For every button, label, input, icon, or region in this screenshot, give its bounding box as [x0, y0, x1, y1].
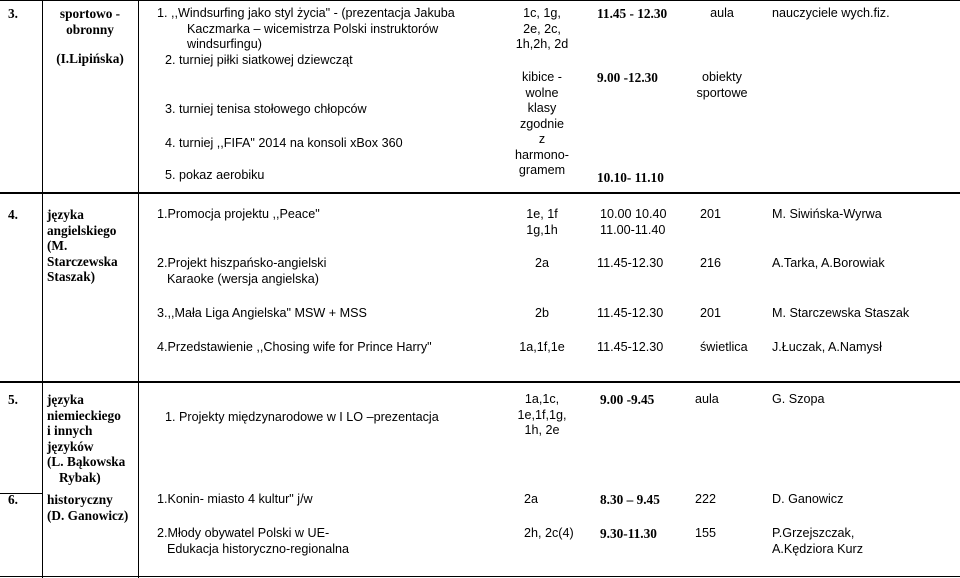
- activity-item: 3.,,Mała Liga Angielska" MSW + MSS: [157, 306, 367, 320]
- activity-item: 4. turniej ,,FIFA" 2014 na konsoli xBox 360: [165, 136, 403, 150]
- time-cell: 10.00 10.40 11.00-11.40: [600, 207, 667, 237]
- place-cell: 216: [700, 256, 722, 270]
- classes-cell: kibice - wolne klasy zgodnie z harmono- gramem: [515, 70, 569, 177]
- time-cell: 11.45 - 12.30: [597, 6, 668, 21]
- activity-item: 1. Projekty międzynarodowe w I LO –prezentacja: [165, 410, 439, 424]
- activity-item: 4.Przedstawienie ,,Chosing wife for Prince Harry": [157, 340, 432, 354]
- area-label: sportowo - obronny (I.Lipińska): [56, 6, 124, 66]
- time-cell: 8.30 – 9.45: [600, 492, 660, 507]
- classes-cell: 2a: [534, 256, 549, 270]
- teacher-cell: J.Łuczak, A.Namysł: [772, 340, 882, 354]
- row-number: 6.: [8, 492, 18, 507]
- classes-cell: 1a,1f,1e: [519, 340, 565, 354]
- teacher-cell: M. Starczewska Staszak: [772, 306, 910, 320]
- row-divider-5-6: [0, 493, 42, 494]
- time-cell: 11.45-12.30: [597, 306, 664, 320]
- place-cell: świetlica: [700, 340, 748, 354]
- place-cell: 201: [700, 207, 722, 221]
- classes-cell: 2b: [534, 306, 549, 320]
- activity-item: 1. ,,Windsurfing jako styl życia" - (prezentacja Jakuba Kaczmarka – wicemistrza Polski instruktorów windsurfingu): [157, 6, 455, 51]
- table-bottom-border: [0, 576, 960, 577]
- activity-item: 1.Konin- miasto 4 kultur" j/w: [157, 492, 313, 506]
- place-cell: 201: [700, 306, 722, 320]
- classes-cell: 2a: [524, 492, 539, 506]
- place-cell: aula: [695, 392, 719, 406]
- place-cell: obiekty sportowe: [696, 70, 748, 100]
- activity-item: 2. turniej piłki siatkowej dziewcząt: [165, 53, 353, 67]
- time-cell: 9.30-11.30: [600, 526, 657, 541]
- area-label: języka niemieckiego i innych języków (L. Bąkowska Rybak): [47, 392, 126, 485]
- place-cell: 222: [695, 492, 717, 506]
- activity-item: 2.Projekt hiszpańsko-angielski Karaoke (wersja angielska): [157, 256, 327, 286]
- column-divider-number: [42, 0, 43, 578]
- activity-item: 3. turniej tenisa stołowego chłopców: [165, 102, 367, 116]
- time-cell: 11.45-12.30: [597, 340, 664, 354]
- classes-cell: 1c, 1g, 2e, 2c, 1h,2h, 2d: [515, 6, 569, 51]
- classes-cell: 1e, 1f 1g,1h: [526, 207, 558, 237]
- classes-cell: 2h, 2c(4): [524, 526, 574, 540]
- row-divider-4-5: [0, 381, 960, 383]
- time-cell: 10.10- 11.10: [597, 170, 664, 185]
- activity-item: 2.Młody obywatel Polski w UE- Edukacja historyczno-regionalna: [157, 526, 350, 556]
- row-number: 4.: [8, 207, 18, 222]
- row-number: 5.: [8, 392, 18, 407]
- classes-cell: 1a,1c, 1e,1f,1g, 1h, 2e: [517, 392, 567, 437]
- time-cell: 11.45-12.30: [597, 256, 664, 270]
- activity-item: 1.Promocja projektu ,,Peace": [157, 207, 320, 221]
- row-number: 3.: [8, 6, 18, 21]
- teacher-cell: D. Ganowicz: [772, 492, 844, 506]
- teacher-cell: M. Siwińska-Wyrwa: [772, 207, 882, 221]
- teacher-cell: A.Tarka, A.Borowiak: [772, 256, 885, 270]
- table-top-border: [0, 0, 960, 1]
- place-cell: aula: [710, 6, 734, 20]
- area-label: języka angielskiego (M. Starczewska Staszak): [47, 207, 118, 284]
- place-cell: 155: [695, 526, 717, 540]
- time-cell: 9.00 -9.45: [600, 392, 655, 407]
- time-cell: 9.00 -12.30: [597, 70, 658, 85]
- teacher-cell: P.Grzejszczak, A.Kędziora Kurz: [772, 526, 863, 556]
- row-divider-3-4: [0, 192, 960, 194]
- area-label: historyczny (D. Ganowicz): [47, 492, 129, 523]
- teacher-cell: G. Szopa: [772, 392, 825, 406]
- column-divider-area: [138, 0, 139, 578]
- activity-item: 5. pokaz aerobiku: [165, 168, 265, 182]
- teacher-cell: nauczyciele wych.fiz.: [772, 6, 890, 20]
